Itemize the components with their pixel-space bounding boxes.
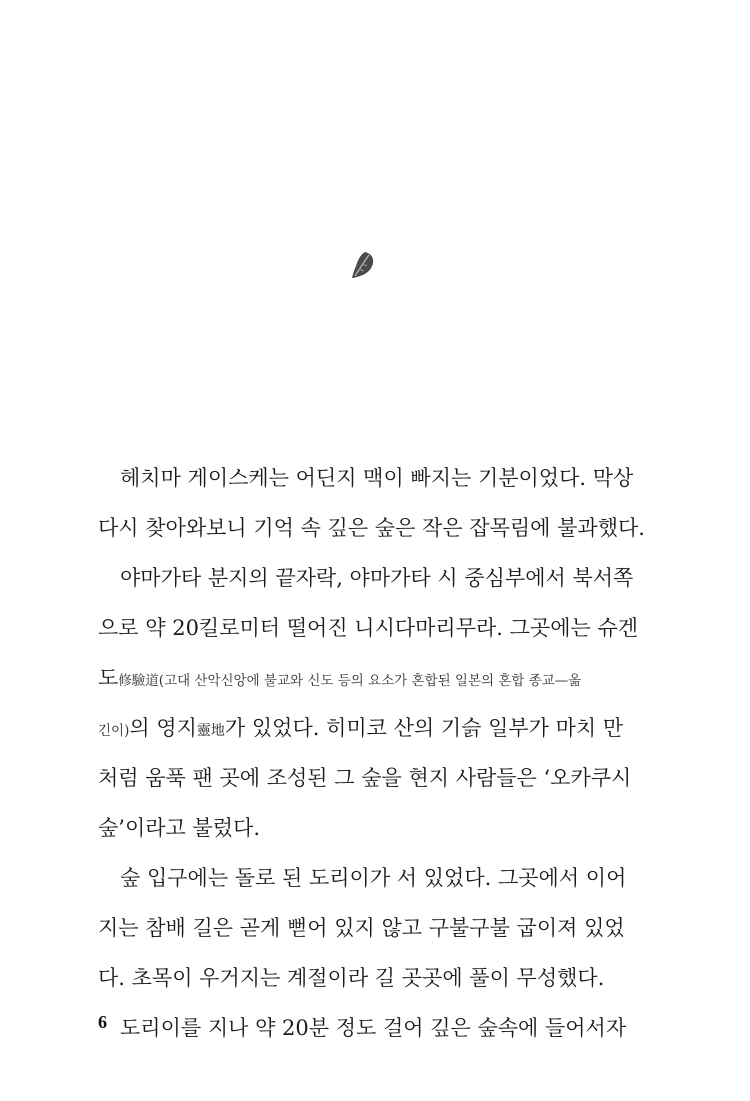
translator-note: 修驗道(고대 산악신앙에 불교와 신도 등의 요소가 혼합된 일본의 혼합 종교—옮 bbox=[118, 673, 582, 689]
text-line-5-main: 도 bbox=[98, 666, 119, 690]
text-line-10: 지는 참배 길은 곧게 뻗어 있지 않고 구불구불 굽이져 있었 bbox=[98, 916, 625, 940]
text-line-9: 숲 입구에는 돌로 된 도리이가 서 있었다. 그곳에서 이어 bbox=[120, 866, 627, 890]
text-line-3: 야마가타 분지의 끝자락, 야마가타 시 중심부에서 북서쪽 bbox=[120, 566, 634, 590]
text-line-7: 처럼 움푹 팬 곳에 조성된 그 숲을 현지 사람들은 ‘오카쿠시 bbox=[98, 766, 632, 790]
text-line-2: 다시 찾아와보니 기억 속 깊은 숲은 작은 잡목림에 불과했다. bbox=[98, 516, 645, 540]
text-line-8: 숲’이라고 불렀다. bbox=[98, 816, 261, 840]
text-line-12: 도리이를 지나 약 20분 정도 걸어 깊은 숲속에 들어서자 bbox=[120, 1016, 627, 1040]
hanja-gloss: 靈地 bbox=[196, 723, 225, 739]
text-line-6 bbox=[98, 703, 658, 753]
leaf-ornament-icon bbox=[350, 250, 376, 280]
page-number: 6 bbox=[98, 1012, 107, 1032]
text-line-6-mid: 의 영지 bbox=[129, 716, 197, 740]
text-line-5 bbox=[98, 653, 658, 703]
body-text bbox=[98, 453, 658, 1053]
text-line-11: 다. 초목이 우거지는 계절이라 길 곳곳에 풀이 무성했다. bbox=[98, 966, 605, 990]
text-line-1: 헤치마 게이스케는 어딘지 맥이 빠지는 기분이었다. 막상 bbox=[120, 466, 634, 490]
text-line-6-rest: 가 있었다. 히미코 산의 기슭 일부가 마치 만 bbox=[224, 716, 624, 740]
text-line-4: 으로 약 20킬로미터 떨어진 니시다마리무라. 그곳에는 슈겐 bbox=[98, 616, 639, 640]
translator-note-end: 긴이) bbox=[98, 723, 130, 739]
